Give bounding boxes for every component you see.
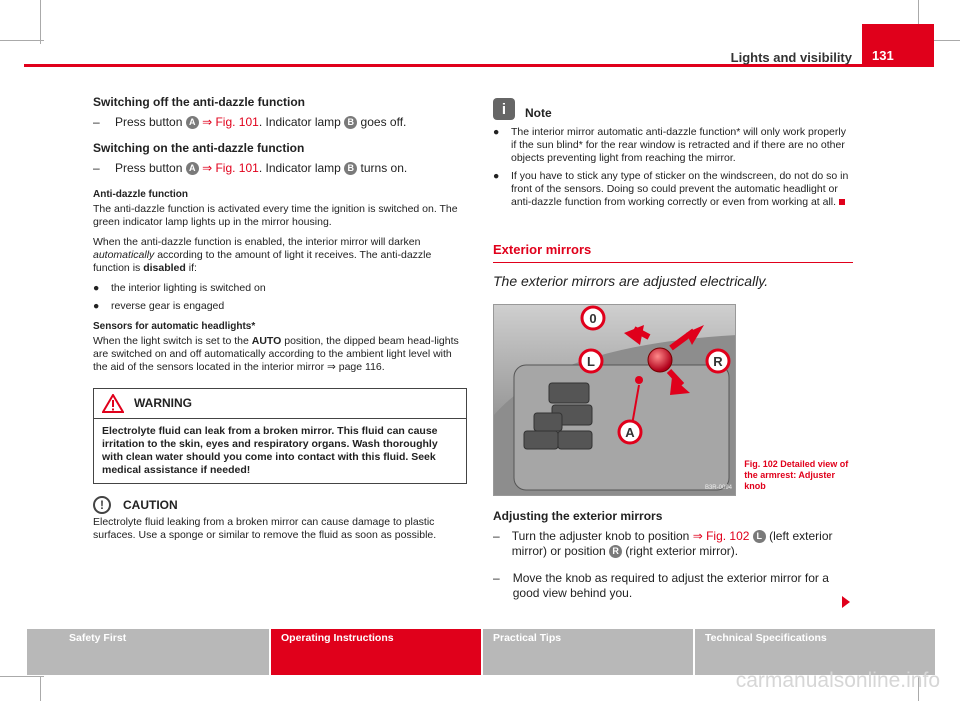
caution-text: Electrolyte fluid leaking from a broken mirror can cause damage to plastic surfaces. Use a sponge or similar to remove the fluid as soon as possible. (93, 516, 437, 541)
label-position-l: L (587, 354, 595, 369)
badge-r: R (609, 545, 622, 558)
figure-row (493, 304, 853, 496)
on-heading: Switching on the anti-dazzle function (93, 141, 305, 155)
note-title: Note (525, 106, 552, 120)
figure-102 (493, 304, 736, 496)
step-text: . Indicator lamp (258, 115, 341, 129)
step-text: Press button (115, 115, 183, 129)
label-position-0: 0 (589, 311, 597, 326)
step-text: goes off. (360, 115, 407, 129)
crop-mark (0, 676, 44, 677)
step-text: . Indicator lamp (258, 161, 341, 175)
off-heading: Switching off the anti-dazzle function (93, 95, 305, 109)
enabled-paragraph: When the anti-dazzle function is enabled, the interior mirror will darken automatically according to the amount of light it receives. The anti-dazzle function is disabled if: (93, 236, 432, 274)
section-title: Exterior mirrors (493, 243, 853, 263)
tab-operating-instructions[interactable]: Operating Instructions (271, 629, 483, 675)
notes-list (493, 126, 853, 209)
watermark: carmanualsonline.info (735, 669, 940, 692)
crop-mark (0, 40, 44, 41)
warning-triangle-icon (102, 394, 124, 413)
crop-mark (40, 676, 41, 701)
adf-heading: Anti-dazzle function (93, 189, 188, 200)
list-item: ● If you have to stick any type of sticker on the windscreen, do not do so in front of the sensors. Doing so could prevent the automatic headlight or anti-dazzle function from working correctly or even from working at all. (493, 170, 849, 208)
adjust-heading: Adjusting the exterior mirrors (493, 509, 663, 523)
continue-arrow-icon (842, 596, 850, 608)
note-header (493, 98, 853, 120)
note-info-icon: i (493, 98, 515, 120)
figure-caption: Fig. 102 Detailed view of the armrest: Adjuster knob (744, 459, 849, 491)
sensors-heading: Sensors for automatic headlights* (93, 321, 256, 332)
caution-header (93, 496, 467, 514)
disabled-conditions-list (93, 282, 467, 313)
warning-text: Electrolyte fluid can leak from a broken mirror. This fluid can cause irritation to the skin, eyes and respiratory organs. Wash thoroughly with clean water should you come into contact with this fluid. Seek medical assistance if needed! (102, 425, 438, 476)
fig-101-link[interactable]: ⇒ Fig. 101 (202, 161, 259, 175)
tab-safety-first[interactable]: Safety First (27, 629, 271, 675)
adjust-step-1: – Turn the adjuster knob to position ⇒ Fig. 102 L (left exterior mirror) or position R (right exterior mirror). (493, 529, 833, 558)
step-text: Press button (115, 161, 183, 175)
section-end-marker (839, 199, 845, 205)
off-step: – Press button A ⇒ Fig. 101. Indicator lamp B goes off. (93, 115, 407, 129)
figure-code: B3R-0094 (704, 485, 732, 491)
crop-mark (40, 0, 41, 44)
tab-practical-tips[interactable]: Practical Tips (483, 629, 695, 675)
section-subtitle: The exterior mirrors are adjusted electrically. (493, 273, 769, 289)
caution-title: CAUTION (123, 497, 178, 512)
badge-a: A (186, 162, 199, 175)
warning-header (94, 389, 466, 419)
page-number: 131 (862, 24, 934, 66)
left-column (93, 96, 467, 549)
sensors-text: When the light switch is set to the AUTO position, the dipped beam head-lights are switched on and off automatically according to the ambient light level with the aid of the sensors located in the interior mirror ⇒ page 116. (93, 335, 459, 373)
armrest-photo (494, 305, 736, 495)
right-column (493, 98, 853, 613)
badge-b: B (344, 116, 357, 129)
list-item: ● the interior lighting is switched on (93, 282, 266, 294)
warning-title: WARNING (134, 396, 192, 410)
badge-l: L (753, 530, 766, 543)
list-item: ● reverse gear is engaged (93, 300, 225, 312)
on-step: – Press button A ⇒ Fig. 101. Indicator lamp B turns on. (93, 161, 408, 175)
warning-box (93, 388, 467, 484)
list-item: ● The interior mirror automatic anti-dazzle function* will only work properly if the sun blind* for the rear window is retracted and if there are no other objects preventing light from reaching the mirror. (493, 126, 846, 164)
adjust-step-2: – Move the knob as required to adjust the exterior mirror for a good view behind you. (493, 571, 829, 600)
tab-technical-specifications[interactable]: Technical Specifications (695, 629, 935, 675)
fig-101-link[interactable]: ⇒ Fig. 101 (202, 115, 259, 129)
label-position-r: R (713, 354, 723, 369)
badge-b: B (344, 162, 357, 175)
exclamation-icon: ! (93, 496, 111, 514)
fig-102-link[interactable]: ⇒ Fig. 102 (692, 529, 750, 543)
label-knob-a: A (625, 425, 635, 440)
step-text: turns on. (360, 161, 408, 175)
chapter-title: Lights and visibility (730, 50, 852, 65)
adf-text: The anti-dazzle function is activated every time the ignition is switched on. The green indicator lamp lights up in the mirror housing. (93, 203, 458, 228)
badge-a: A (186, 116, 199, 129)
